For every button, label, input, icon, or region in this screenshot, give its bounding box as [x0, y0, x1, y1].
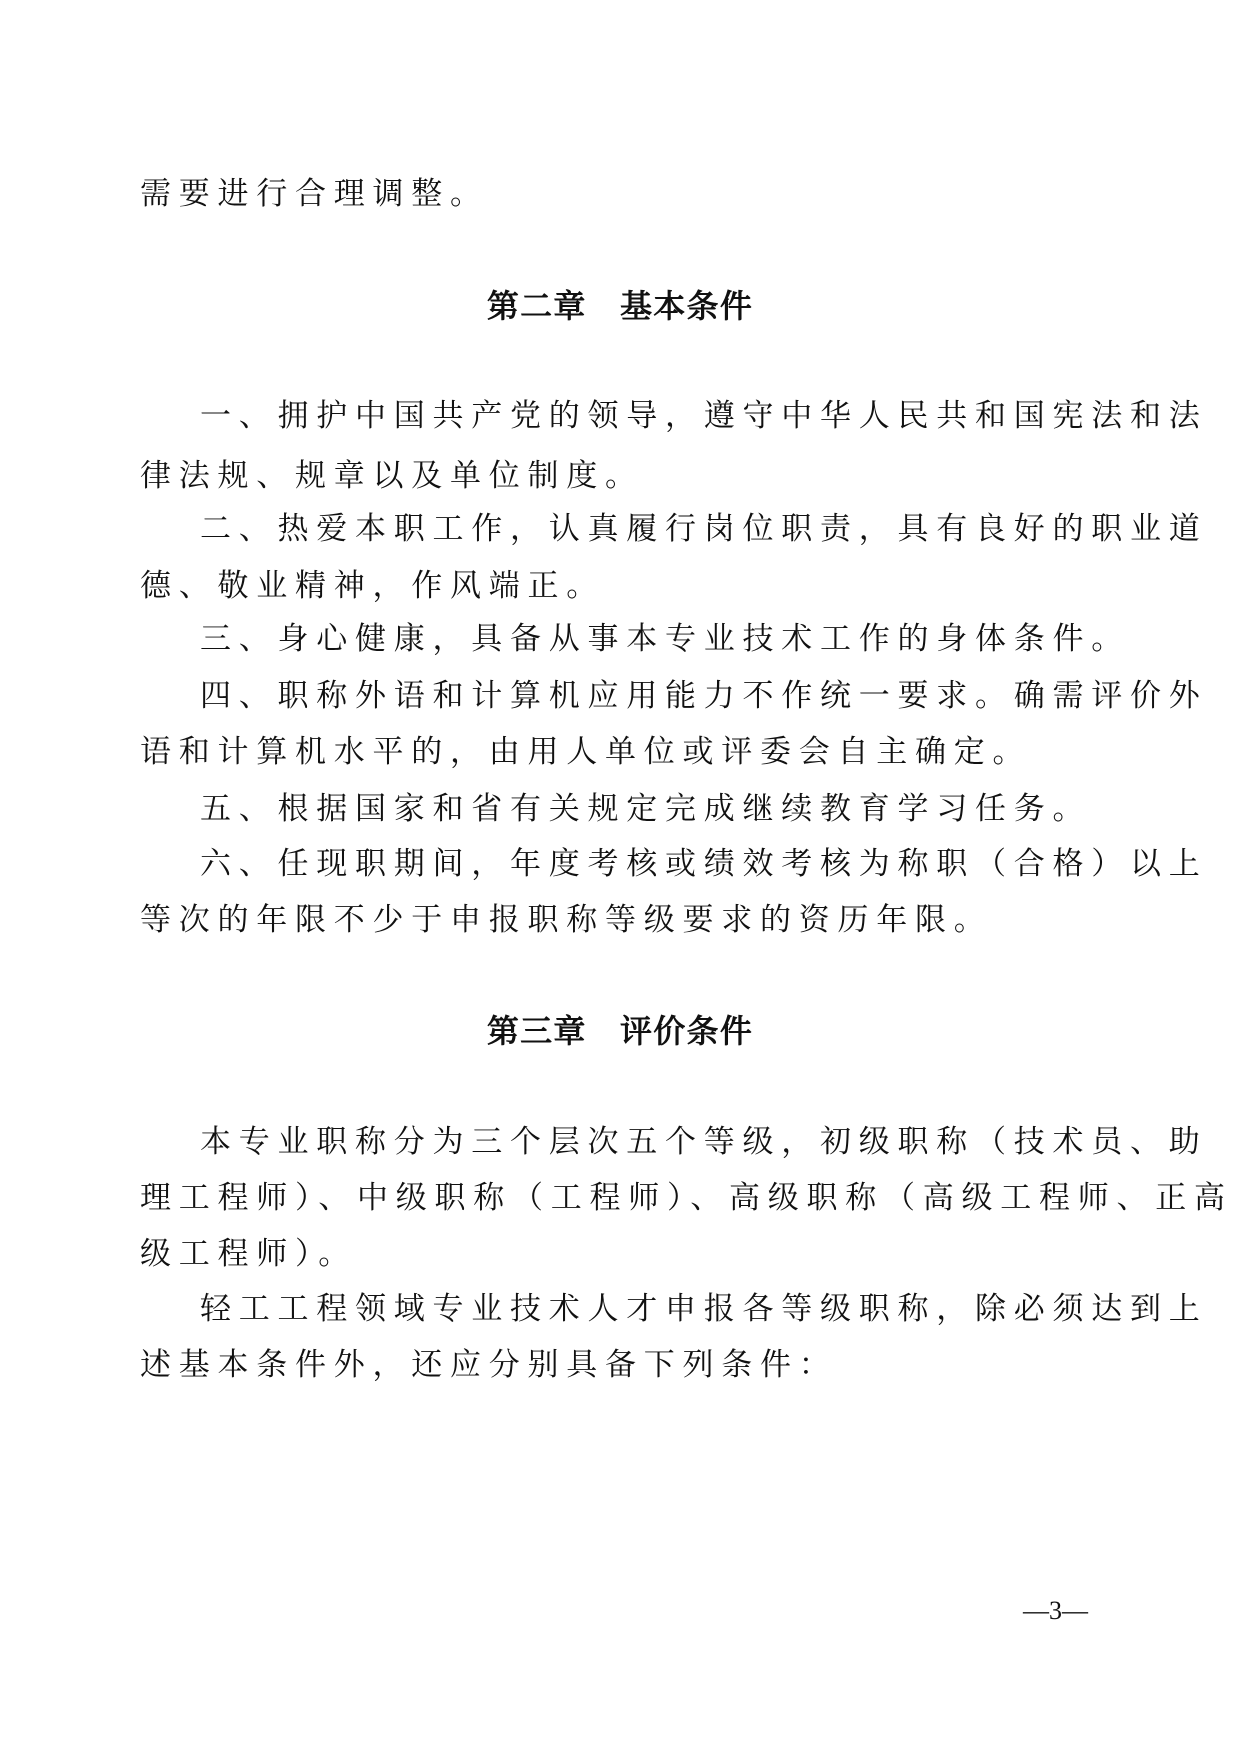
- chapter-two-line-7: 语和计算机水平的，由用人单位或评委会自主确定。: [140, 734, 1032, 770]
- chapter-two-line-1: 一、拥护中国共产党的领导，遵守中华人民共和国宪法和法: [200, 398, 1208, 434]
- chapter-three-line-1: 本专业职称分为三个层次五个等级，初级职称（技术员、助: [200, 1124, 1208, 1160]
- chapter-two-heading: 第二章 基本条件: [486, 287, 754, 325]
- chapter-two-line-3: 二、热爱本职工作，认真履行岗位职责，具有良好的职业道: [200, 511, 1208, 547]
- chapter-three-line-2: 理工程师）、中级职称（工程师）、高级职称（高级工程师、正高: [140, 1180, 1233, 1216]
- page-number: —3—: [1023, 1596, 1088, 1625]
- continuation-line: 需要进行合理调整。: [140, 176, 489, 212]
- chapter-two-line-6: 四、职称外语和计算机应用能力不作统一要求。确需评价外: [200, 678, 1208, 714]
- chapter-two-line-5: 三、身心健康，具备从事本专业技术工作的身体条件。: [200, 621, 1130, 657]
- chapter-two-line-8: 五、根据国家和省有关规定完成继续教育学习任务。: [200, 791, 1092, 827]
- chapter-two-line-2: 律法规、规章以及单位制度。: [140, 458, 644, 494]
- chapter-three-line-3: 级工程师）。: [140, 1236, 357, 1272]
- chapter-three-heading: 第三章 评价条件: [486, 1012, 754, 1050]
- chapter-three-line-5: 述基本条件外，还应分别具备下列条件：: [140, 1347, 838, 1383]
- chapter-three-line-4: 轻工工程领域专业技术人才申报各等级职称，除必须达到上: [200, 1291, 1208, 1327]
- chapter-two-line-9: 六、任现职期间，年度考核或绩效考核为称职（合格）以上: [200, 846, 1208, 882]
- chapter-two-line-4: 德、敬业精神，作风端正。: [140, 568, 605, 604]
- chapter-two-line-10: 等次的年限不少于申报职称等级要求的资历年限。: [140, 902, 993, 938]
